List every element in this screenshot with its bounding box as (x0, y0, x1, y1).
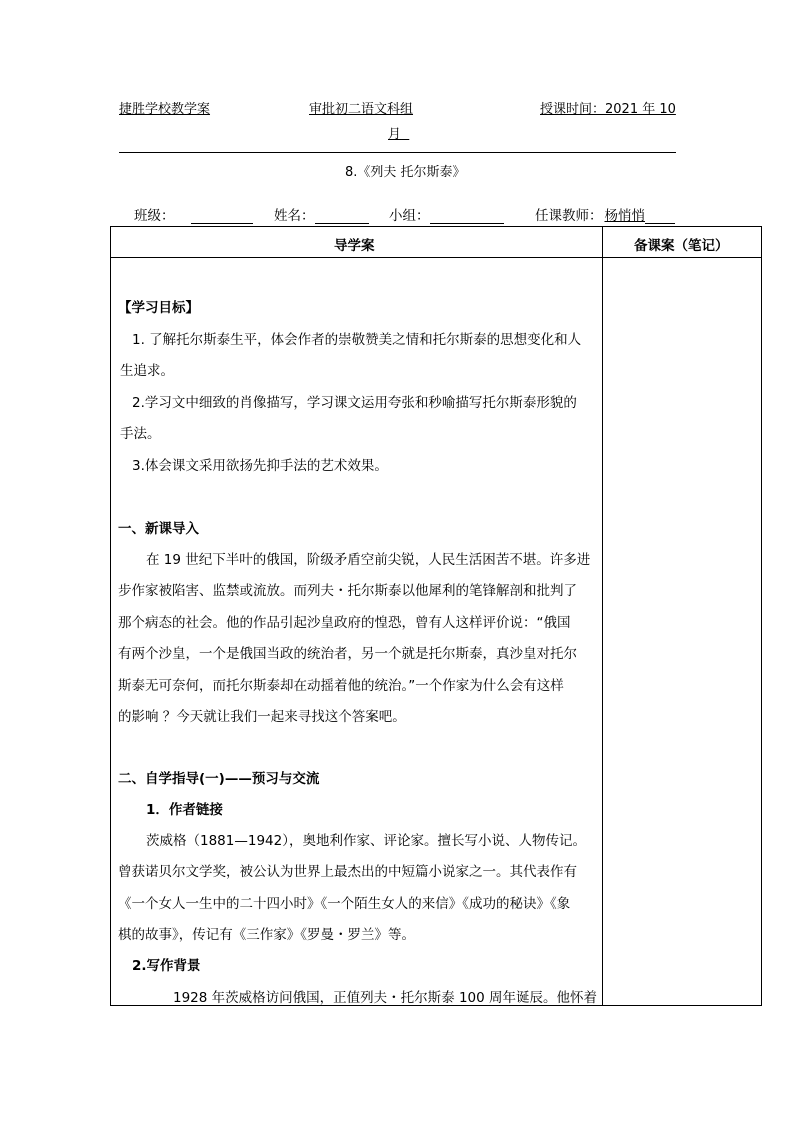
background-line-1: 1928 年茨威格访问俄国，正值列夫・托尔斯泰 100 周年诞辰。他怀着 (173, 990, 597, 1006)
col-header-study-plan: 导学案 (334, 238, 375, 254)
col-header-notes: 备课案（笔记） (634, 238, 729, 254)
header-rule (119, 152, 676, 153)
class-time: 授课时间：2021 年 10 (540, 102, 676, 117)
section-2-heading: 二、自学指导(一)——预习与交流 (118, 771, 320, 787)
teacher-name: 杨悄悄 (604, 208, 645, 224)
team-label: 小组： (389, 208, 430, 224)
section-1-line-3: 那个病态的社会。他的作品引起沙皇政府的惶恐，曾有人这样评价说：“俄国 (118, 615, 571, 631)
author-link-heading: 1．作者链接 (146, 802, 223, 818)
section-1-line-5: 斯泰无可奈何，而托尔斯泰却在动摇着他的统治。”一个作家为什么会有这样 (118, 678, 564, 694)
teacher-label: 任课教师： (535, 208, 603, 224)
team-field (389, 204, 504, 224)
table-border-right (761, 226, 762, 1006)
section-1-line-2: 步作家被陷害、监禁或流放。而列夫・托尔斯泰以他犀利的笔锋解剖和批判了 (118, 583, 577, 599)
class-field (134, 204, 253, 224)
goal-1-line-2: 生追求。 (120, 363, 174, 379)
goal-1-line-1: 1. 了解托尔斯泰生平，体会作者的崇敬赞美之情和托尔斯泰的思想变化和人 (132, 332, 582, 348)
teacher-blank (645, 209, 675, 224)
name-field (274, 204, 369, 224)
class-label: 班级： (134, 208, 175, 224)
lesson-title: 8.《列夫 托尔斯泰》 (345, 165, 466, 180)
table-header-rule (110, 257, 762, 258)
author-line-3: 《一个女人一生中的二十四小时》《一个陌生女人的来信》《成功的秘诀》《象 (118, 896, 571, 912)
author-line-1: 茨威格（1881—1942），奥地利作家、评论家。擅长写小说、人物传记。 (146, 833, 586, 849)
goal-2-line-1: 2.学习文中细致的肖像描写，学习课文运用夸张和秒喻描写托尔斯泰形貌的 (132, 395, 577, 411)
teacher-field (535, 204, 675, 224)
subject-group: 审批初二语文科组 (309, 102, 414, 117)
class-time-month: 月 (388, 127, 402, 142)
team-blank (430, 209, 504, 224)
goals-heading: 【学习目标】 (118, 300, 199, 316)
name-label: 姓名： (274, 208, 315, 224)
goal-3: 3.体会课文采用欲扬先抑手法的艺术效果。 (132, 458, 388, 474)
author-line-4: 棋的故事》，传记有《三作家》《罗曼・罗兰》等。 (118, 927, 415, 943)
background-heading: 2.写作背景 (132, 958, 201, 974)
table-column-divider (602, 226, 603, 1006)
section-1-line-1: 在 19 世纪下半叶的俄国，阶级矛盾空前尖锐，人民生活困苦不堪。许多进 (146, 552, 591, 568)
table-border-top (110, 226, 762, 227)
section-1-line-6: 的影响 ？今天就让我们一起来寻找这个答案吧。 (118, 709, 406, 725)
name-blank (315, 209, 369, 224)
school-name: 捷胜学校教学案 (119, 102, 211, 117)
section-1-line-4: 有两个沙皇，一个是俄国当政的统治者，另一个就是托尔斯泰，真沙皇对托尔 (118, 646, 577, 662)
table-border-left (110, 226, 111, 1006)
class-blank (191, 209, 253, 224)
author-line-2: 曾获诺贝尔文学奖，被公认为世界上最杰出的中短篇小说家之一。其代表作有 (118, 864, 577, 880)
section-1-heading: 一、新课导入 (118, 521, 199, 537)
goal-2-line-2: 手法。 (120, 426, 161, 442)
